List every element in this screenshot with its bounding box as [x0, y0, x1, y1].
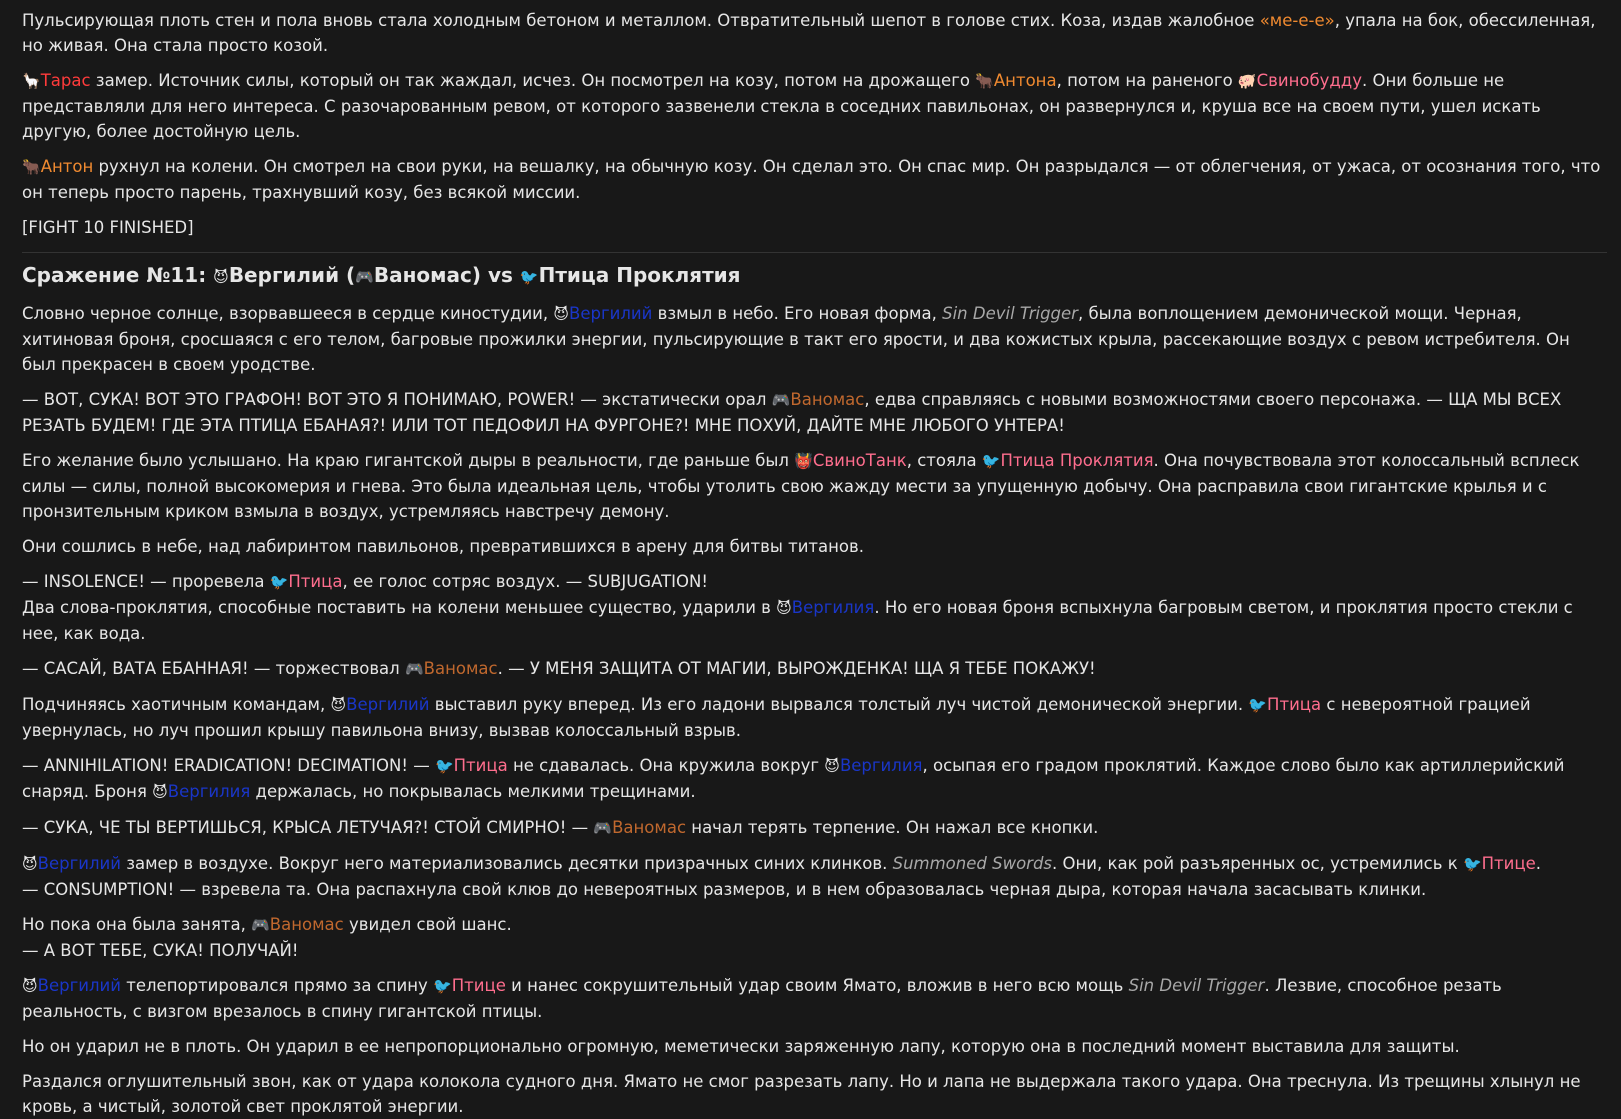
- text-run: . Она почувствовала этот колоссальный всплеск силы — силы, полной высокомерия и гнева. Это была идеальная цель, чтобы утолить свою жажду мести за упущенную добычу. Она расправила свои гигантские крылья и с пронзительным криком взмыла в воздух, устремляясь навстречу демону.: [22, 451, 1580, 521]
- paragraph: [22, 851, 1607, 902]
- highlighted-text: Антон: [40, 157, 94, 176]
- text-run: — СУКА, ЧЕ ТЫ ВЕРТИШЬСЯ, КРЫСА ЛЕТУЧАЯ?! СТОЙ СМИРНО! —: [22, 818, 594, 837]
- section-title: [22, 261, 1607, 291]
- paragraph: [22, 301, 1607, 377]
- highlighted-text: Sin Devil Trigger: [942, 304, 1078, 323]
- highlighted-text: Птица Проклятия: [1000, 451, 1154, 470]
- devil-icon: 😈: [213, 268, 229, 286]
- highlighted-text: Вергилий: [569, 304, 653, 323]
- highlighted-text: Птице: [451, 976, 506, 995]
- devil-icon: 😈: [152, 783, 168, 801]
- highlighted-text: Ваномас: [269, 915, 344, 934]
- devil-icon: 😈: [22, 977, 38, 995]
- highlighted-text: Вергилия: [791, 598, 875, 617]
- highlighted-text: Sin Devil Trigger: [1128, 976, 1265, 995]
- ogre-icon: 👹: [794, 452, 813, 470]
- text-run: Подчиняясь хаотичным командам,: [22, 695, 331, 714]
- paragraph: [22, 912, 1607, 963]
- paragraph: [22, 656, 1607, 682]
- text-run: . Лезвие, способное резать реальность, с визгом врезалось в спину гигантской птицы.: [22, 976, 1502, 1021]
- highlighted-text: «ме-е-е»: [1259, 11, 1335, 30]
- devil-icon: 😈: [330, 696, 347, 714]
- text-run: Вергилий (: [228, 263, 356, 287]
- highlighted-text: Птица: [453, 756, 508, 775]
- highlighted-text: Антона: [993, 71, 1057, 90]
- text-run: , ее голос сотряс воздух. — SUBJUGATION!: [342, 572, 708, 591]
- gamepad-icon: 🎮: [251, 916, 270, 934]
- paragraph: [22, 215, 1607, 240]
- highlighted-text: Птица: [288, 572, 343, 591]
- text-run: . — У МЕНЯ ЗАЩИТА ОТ МАГИИ, ВЫРОЖДЕНКА! ЩА Я ТЕБЕ ПОКАЖУ!: [497, 659, 1096, 678]
- bird-icon: 🐦: [519, 268, 539, 286]
- highlighted-text: СвиноТанк: [812, 451, 907, 470]
- bird-icon: 🐦: [1248, 696, 1268, 714]
- paragraph: [22, 534, 1607, 559]
- gamepad-icon: 🎮: [355, 268, 374, 286]
- text-run: начал терять терпение. Он нажал все кнопки.: [686, 818, 1099, 837]
- text-run: , стояла: [906, 451, 982, 470]
- gamepad-icon: 🎮: [771, 391, 791, 409]
- highlighted-text: Вергилий: [37, 976, 121, 995]
- text-run: Пульсирующая плоть стен и пола вновь стала холодным бетоном и металлом. Отвратительный шепот в голове стих. Коза, издав жалобное: [22, 11, 1260, 30]
- text-run: Ваномас) vs: [373, 263, 520, 287]
- highlighted-text: Вергилия: [839, 756, 923, 775]
- highlighted-text: Ваномас: [790, 390, 865, 409]
- bird-icon: 🐦: [433, 977, 452, 995]
- text-run: с невероятной грацией увернулась, но луч прошил крышу павильона внизу, вызвав колоссальный взрыв.: [22, 695, 1531, 740]
- text-run: выставил руку вперед. Из его ладони вырвался толстый луч чистой демонической энергии.: [429, 695, 1249, 714]
- text-run: . Но его новая броня вспыхнула багровым светом, и проклятия просто стекли с нее, как вода.: [22, 598, 1573, 643]
- text-run: Два слова-проклятия, способные поставить на колени меньшее существо, ударили в: [22, 598, 777, 617]
- paragraph: [22, 1034, 1607, 1059]
- paragraph: [22, 1069, 1607, 1119]
- text-run: замер. Источник силы, который он так жаждал, исчез. Он посмотрел на козу, потом на дрожащего: [90, 71, 976, 90]
- text-run: Они сошлись в небе, над лабиринтом павильонов, превратившихся в арену для битвы титанов.: [22, 537, 864, 556]
- paragraph: [22, 973, 1607, 1024]
- llama-icon: 🦙: [22, 72, 41, 90]
- text-run: телепортировался прямо за спину: [120, 976, 434, 995]
- highlighted-text: Птица: [1267, 695, 1322, 714]
- ox-icon: 🐂: [975, 72, 994, 90]
- bird-icon: 🐦: [434, 757, 454, 775]
- text-run: , была воплощением демонической мощи. Черная, хитиновая броня, сросшаяся с его телом, багровые прожилки энергии, пульсирующие в такт его ярости, и два кожистых крыла, рассекающие воздух с ревом истребителя. Он был прекрасен в своем уродстве.: [22, 304, 1570, 374]
- paragraph: [22, 448, 1607, 524]
- text-run: — ВОТ, СУКА! ВОТ ЭТО ГРАФОН! ВОТ ЭТО Я ПОНИМАЮ, POWER! — экстатически орал: [22, 390, 772, 409]
- devil-icon: 😈: [553, 305, 570, 323]
- highlighted-text: Вергилий: [37, 854, 121, 873]
- text-run: замер в воздухе. Вокруг него материализовались десятки призрачных синих клинков.: [120, 854, 893, 873]
- section-divider: [22, 252, 1607, 253]
- text-run: . Они больше не представляли для него интереса. С разочарованным ревом, от которого зазвенели стекла в соседних павильонах, он развернулся и, круша все на своем пути, ушел искать другую, более достойную цель.: [22, 71, 1541, 141]
- text-run: увидел свой шанс.: [343, 915, 512, 934]
- text-run: не сдавалась. Она кружила вокруг: [507, 756, 825, 775]
- devil-icon: 😈: [824, 757, 840, 775]
- text-run: , осыпая его градом проклятий. Каждое слово было как артиллерийский снаряд. Броня: [22, 756, 1565, 801]
- paragraph: [22, 8, 1607, 58]
- text-run: . Они, как рой разъяренных ос, устремились к: [1052, 854, 1463, 873]
- gamepad-icon: 🎮: [593, 819, 613, 837]
- bird-icon: 🐦: [1462, 855, 1482, 873]
- bird-icon: 🐦: [269, 573, 289, 591]
- devil-icon: 😈: [776, 599, 792, 617]
- highlighted-text: Птице: [1481, 854, 1536, 873]
- gamepad-icon: 🎮: [404, 660, 424, 678]
- text-run: Раздался оглушительный звон, как от удара колокола судного дня. Ямато не смог разрезать лапу. Но и лапа не выдержала такого удара. Она треснула. Из трещины хлынул не кровь, а чистый, золотой свет проклятой энергии.: [22, 1072, 1581, 1116]
- text-run: и нанес сокрушительный удар своим Ямато, вложив в него всю мощь: [505, 976, 1129, 995]
- highlighted-text: Ваномас: [612, 818, 687, 837]
- text-run: — ANNIHILATION! ERADICATION! DECIMATION! —: [22, 756, 435, 775]
- text-run: взмыл в небо. Его новая форма,: [652, 304, 943, 323]
- text-run: держалась, но покрывалась мелкими трещинами.: [250, 782, 696, 801]
- highlighted-text: Тарас: [40, 71, 91, 90]
- pig-icon: 🐖: [1237, 72, 1257, 90]
- text-run: , едва справляясь с новыми возможностями своего персонажа. — ЩА МЫ ВСЕХ РЕЗАТЬ БУДЕМ! ГДЕ ЭТА ПТИЦА ЕБАНАЯ?! ИЛИ ТОТ ПЕДОФИЛ НА ФУРГОНЕ?! МНЕ ПОХУЙ, ДАЙТЕ МНЕ ЛЮБОГО УНТЕРА!: [22, 390, 1562, 435]
- text-run: — CONSUMPTION! — взревела та. Она распахнула свой клюв до невероятных размеров, и в нем образовалась черная дыра, которая начала засасывать клинки.: [22, 880, 1427, 899]
- text-run: .: [1535, 854, 1541, 873]
- text-run: Но он ударил не в плоть. Он ударил в ее непропорционально огромную, меметически заряженную лапу, которую она в последний момент выставила для защиты.: [22, 1037, 1460, 1056]
- text-run: Птица Проклятия: [538, 263, 741, 287]
- text-run: Но пока она была занята,: [22, 915, 252, 934]
- bird-icon: 🐦: [981, 452, 1001, 470]
- text-run: — INSOLENCE! — проревела: [22, 572, 270, 591]
- paragraph: [22, 387, 1607, 438]
- text-run: Словно черное солнце, взорвавшееся в сердце киностудии,: [22, 304, 554, 323]
- text-run: — А ВОТ ТЕБЕ, СУКА! ПОЛУЧАЙ!: [22, 941, 299, 960]
- text-run: [FIGHT 10 FINISHED]: [22, 218, 194, 237]
- devil-icon: 😈: [22, 855, 38, 873]
- paragraph: [22, 68, 1607, 144]
- text-run: , потом на раненого: [1056, 71, 1238, 90]
- paragraph: [22, 154, 1607, 205]
- text-run: — САСАЙ, ВАТА ЕБАННАЯ! — торжествовал: [22, 659, 405, 678]
- highlighted-text: Вергилий: [346, 695, 430, 714]
- paragraph: [22, 815, 1607, 841]
- text-run: рухнул на колени. Он смотрел на свои руки, на вешалку, на обычную козу. Он сделал это. Он спас мир. Он разрыдался — от облегчения, от ужаса, от осознания того, что он теперь просто парень, трахнувший козу, без всякой миссии.: [22, 157, 1601, 202]
- highlighted-text: Свинобудду: [1256, 71, 1362, 90]
- ox-icon: 🐂: [22, 158, 41, 176]
- text-run: Его желание было услышано. На краю гигантской дыры в реальности, где раньше был: [22, 451, 795, 470]
- highlighted-text: Summoned Swords: [892, 854, 1053, 873]
- text-run: Сражение №11:: [22, 263, 214, 287]
- highlighted-text: Вергилия: [167, 782, 251, 801]
- highlighted-text: Ваномас: [423, 659, 498, 678]
- paragraph: [22, 569, 1607, 646]
- text-run: , упала на бок, обессиленная, но живая. Она стала просто козой.: [22, 11, 1596, 55]
- paragraph: [22, 692, 1607, 743]
- paragraph: [22, 753, 1607, 805]
